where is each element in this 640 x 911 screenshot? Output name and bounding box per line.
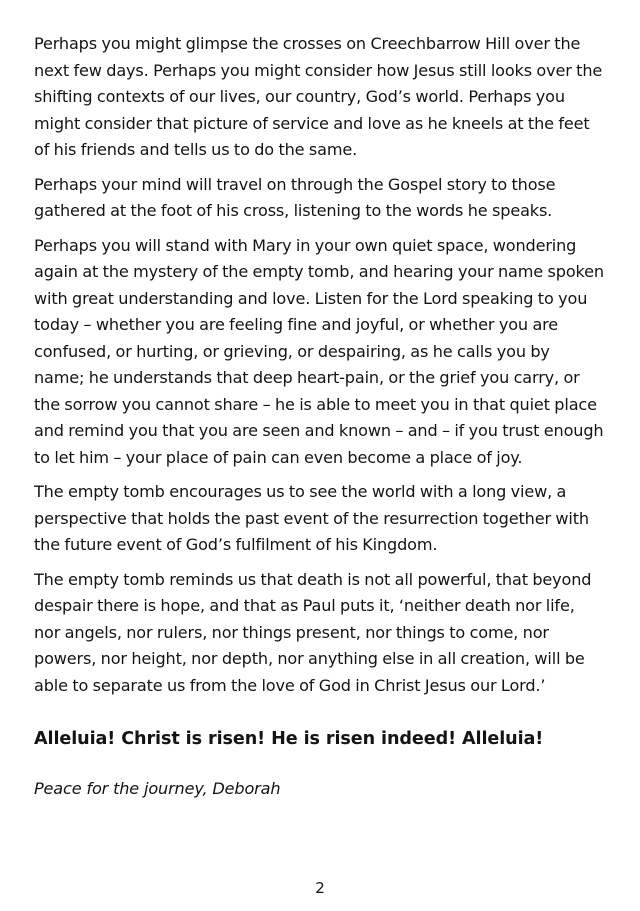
document-body [34,31,604,802]
signoff: Peace for the journey, Deborah [34,779,281,798]
paragraph-death-not-powerful: The empty tomb reminds us that death is not all powerful, that beyond despair there is hope, and that as Paul puts it, ‘neither death nor life, nor angels, nor rulers, nor things present, nor things to come, nor powers, nor height, nor depth, nor anything else in all creation, will be able to separate us from the love of God in Christ Jesus our Lord.’ [34,569,592,695]
paragraph-gospel-story: Perhaps your mind will travel on through the Gospel story to those gathered at the foot of his cross, listening to the words he speaks. [34,174,556,220]
page-number: 2 [315,879,325,897]
paragraph-mary: Perhaps you will stand with Mary in your own quiet space, wondering again at the mystery of the empty tomb, and hearing your name spoken with great understanding and love. Listen for the Lord speaking to you today – whether you are feeling fine and joyful, or whether you are confused, or hurting, or grieving, or despairing, as he calls you by name; he understands that deep heart-pain, or the grief you carry, or the sorrow you cannot share – he is able to meet you in that quiet place and remind you that you are seen and known – and – if you trust enough to let him – your place of pain can even become a place of joy. [34,235,604,467]
paragraph-long-view: The empty tomb encourages us to see the world with a long view, a perspective that holds the past event of the resurrection together with the future event of God’s fulfilment of his Kingdom. [34,482,589,554]
paragraph-creechbarrow: Perhaps you might glimpse the crosses on Creechbarrow Hill over the next few days. Perhaps you might consider how Jesus still looks over the shifting contexts of our lives, our country, God’s world. Perhaps you might consider that picture of service and love as he kneels at the feet of his friends and tells us to do the same. [34,34,603,159]
easter-acclamation: Alleluia! Christ is risen! He is risen indeed! Alleluia! [34,729,544,749]
